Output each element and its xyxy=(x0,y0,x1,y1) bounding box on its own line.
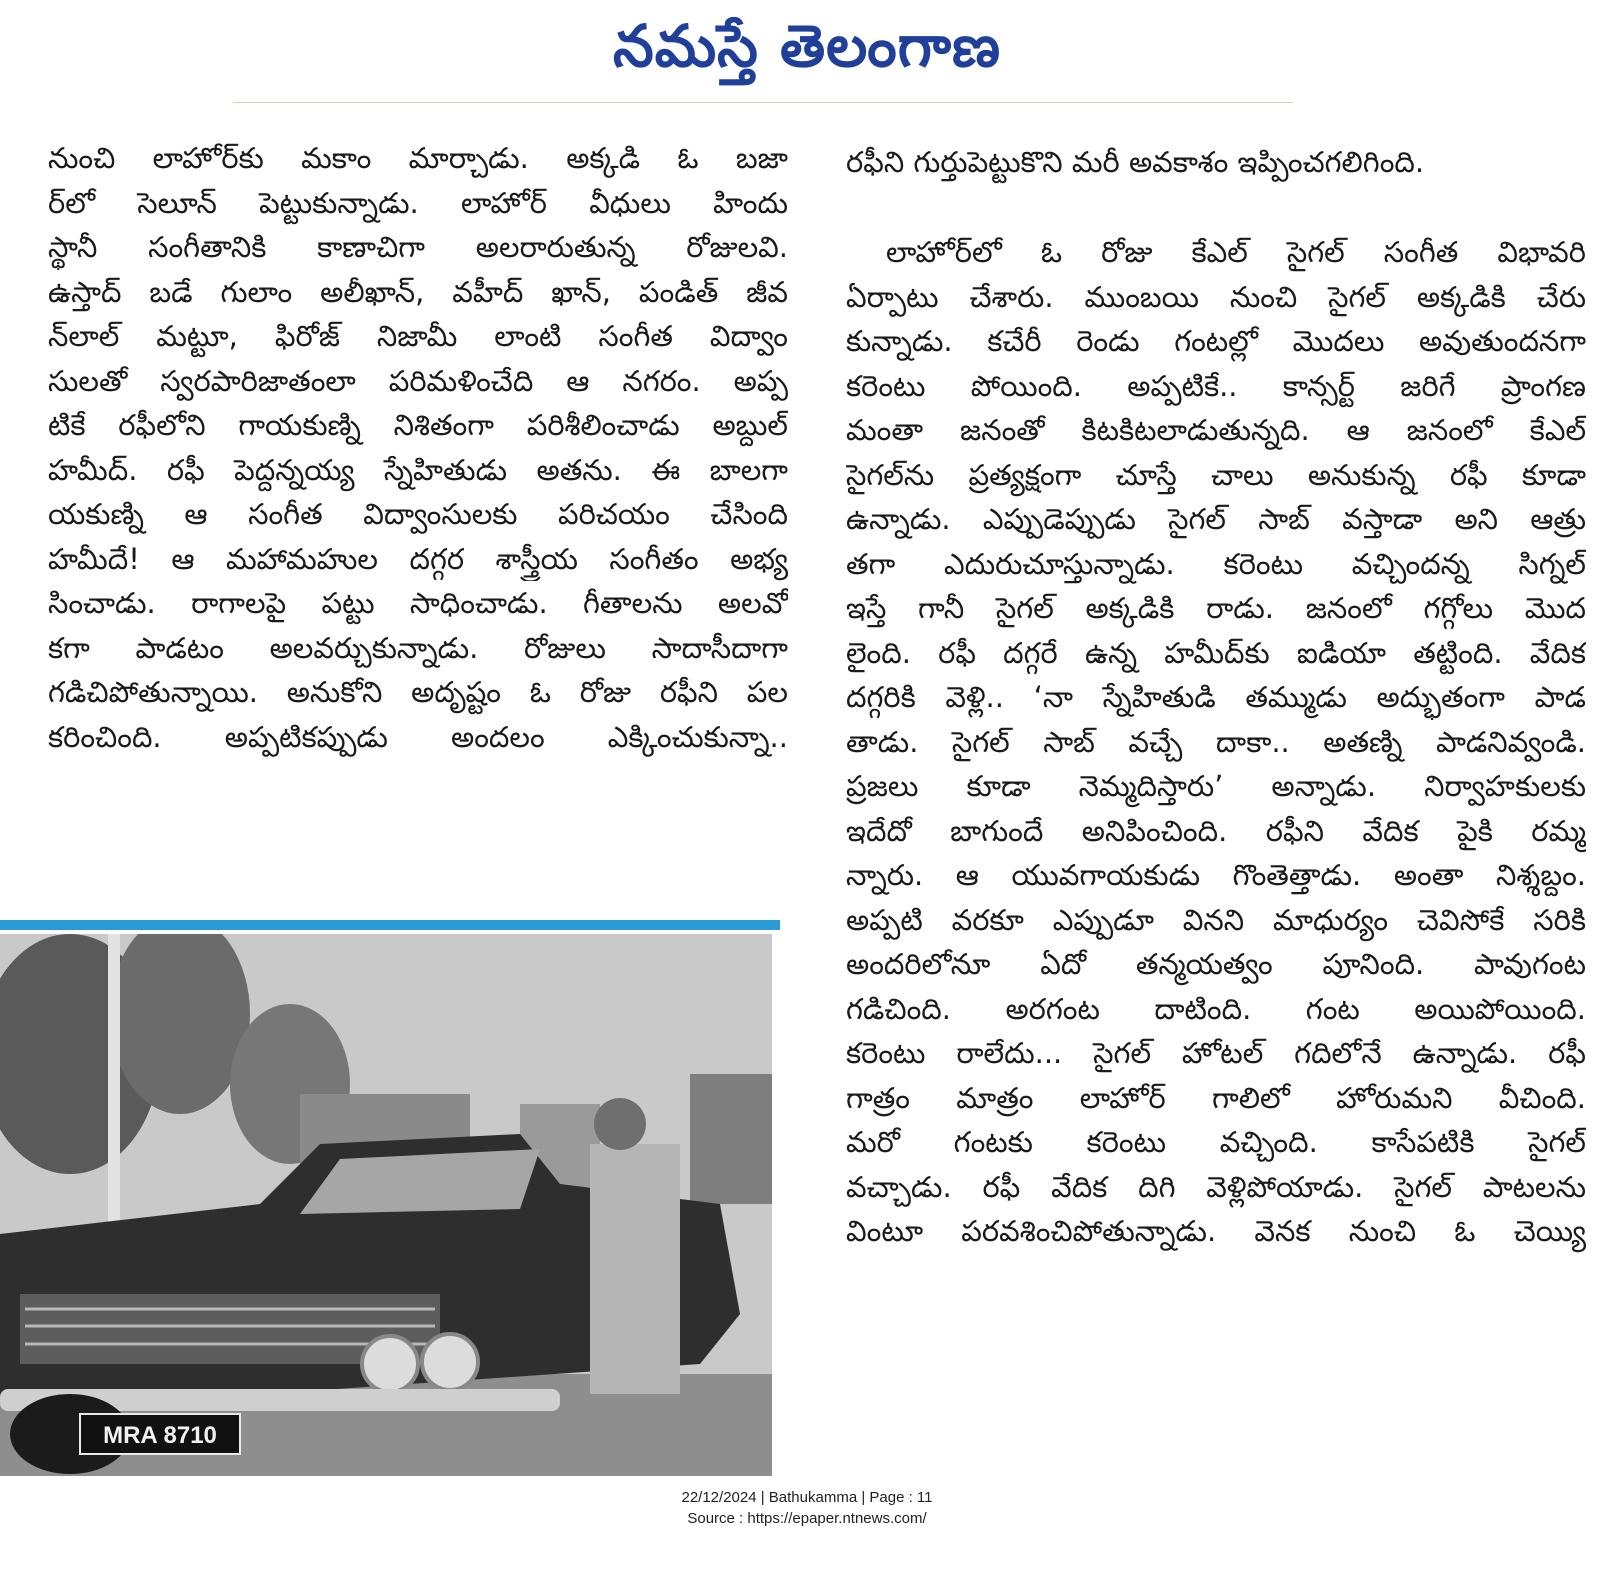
text-line: వింటూ పరవశించిపోతున్నాడు. వెనక నుంచి ఓ చెయ్యి xyxy=(846,1214,1586,1248)
masthead-title: నమస్తే తెలంగాణ xyxy=(613,12,1001,80)
text-line: గాత్రం మాత్రం లాహోర్ గాలిలో హోరుమని వీచింది. xyxy=(846,1080,1586,1115)
text-line: లైంది. రఫీ దగ్గరే ఉన్న హమీద్‌కు ఐడియా తట్టింది. వేదిక xyxy=(846,635,1586,670)
text-line: ప్రజలు కూడా నెమ్మదిస్తారు’ అన్నాడు. నిర్వాహకులకు xyxy=(846,769,1586,803)
text-line: అందరిలోనూ ఏదో తన్మయత్వం పూనింది. పావుగంట xyxy=(846,947,1586,981)
text-line: హమీదే! ఆ మహామహుల దగ్గర శాస్త్రీయ సంగీతం అభ్య xyxy=(48,541,788,576)
text-line: తగా ఎదురుచూస్తున్నాడు. కరెంటు వచ్చిందన్న సిగ్నల్ xyxy=(846,546,1586,581)
text-line: లాహోర్‌లో ఓ రోజు కేఎల్ సైగల్ సంగీత విభావరి xyxy=(886,235,1586,269)
text-line: గడిచింది. అరగంట దాటింది. గంట అయిపోయింది. xyxy=(846,991,1586,1026)
text-line: సైగల్‌ను ప్రత్యక్షంగా చూస్తే చాలు అనుకున్న రఫీ కూడా xyxy=(846,457,1586,492)
text-line: కున్నాడు. కచేరీ రెండు గంటల్లో మొదలు అవుతుందనగా xyxy=(846,324,1586,358)
right-text-column xyxy=(846,230,1586,1254)
text-line: నుంచి లాహోర్‌కు మకాం మార్చాడు. అక్కడి ఓ బజా xyxy=(48,141,788,175)
right-column-top xyxy=(846,140,1586,185)
text-line: హమీద్. రఫీ పెద్దన్నయ్య స్నేహితుడు అతను. ఈ బాలగా xyxy=(48,452,788,487)
footer-source: Source : https://epaper.ntnews.com/ xyxy=(687,1510,927,1527)
text-line: ఇదేదో బాగుందే అనిపించింది. రఫీని వేదిక పైకి రమ్మ xyxy=(846,813,1586,848)
text-line: అప్పటి వరకూ ఎప్పుడూ వినని మాధుర్యం చెవిసోకే సరికి xyxy=(846,902,1586,937)
footer-date-page: 22/12/2024 | Bathukamma | Page : 11 xyxy=(681,1489,933,1506)
text-line: వచ్చాడు. రఫీ వేదిక దిగి వెళ్లిపోయాడు. సైగల్ పాటలను xyxy=(846,1169,1586,1204)
text-line: మంతా జనంతో కిటకిటలాడుతున్నది. ఆ జనంలో కేఎల్ xyxy=(846,413,1586,447)
license-plate-text: MRA 8710 xyxy=(103,1422,217,1449)
photo-accent-bar xyxy=(0,920,780,930)
text-line: ఇస్తే గానీ సైగల్ అక్కడికి రాడు. జనంలో గగ్గోలు మొద xyxy=(846,591,1586,625)
text-line: కగా పాడటం అలవర్చుకున్నాడు. రోజులు సాదాసీదాగా xyxy=(48,630,788,665)
text-line: సించాడు. రాగాలపై పట్టు సాధించాడు. గీతాలను అలవో xyxy=(48,586,788,620)
text-line: ర్‌లో సెలూన్ పెట్టుకున్నాడు. లాహోర్ వీధులు హిందు xyxy=(48,185,788,220)
text-line: ఉన్నాడు. ఎప్పుడెప్పుడు సైగల్ సాబ్ వస్తాడా అని ఆత్రు xyxy=(846,502,1586,536)
text-line: స్థానీ సంగీతానికి కాణాచిగా అలరారుతున్న రోజులవి. xyxy=(48,230,788,264)
text-line: న్‌లాల్ మట్టూ, ఫిరోజ్ నిజామీ లాంటి సంగీత విద్వాం xyxy=(48,319,788,353)
text-line: ఉస్తాద్ బడే గులాం అలీఖాన్, వహీద్ ఖాన్, పండిత్ జీవ xyxy=(48,274,788,309)
text-line: సులతో స్వరపారిజాతంలా పరిమళించేది ఆ నగరం. అప్ప xyxy=(48,363,788,398)
text-line: దగ్గరికి వెళ్లి.. ‘నా స్నేహితుడి తమ్ముడు అద్భుతంగా పాడ xyxy=(846,680,1586,714)
photo-illustration xyxy=(0,934,772,1476)
text-line: టికే రఫీలోని గాయకుణ్ని నిశితంగా పరిశీలించాడు అబ్దుల్ xyxy=(48,408,788,442)
text-line: గడిచిపోతున్నాయి. అనుకోని అదృష్టం ఓ రోజు రఫీని పల xyxy=(48,675,788,709)
left-text-column xyxy=(48,136,788,759)
text-line: కరెంటు రాలేదు... సైగల్ హోటల్ గదిలోనే ఉన్నాడు. రఫీ xyxy=(846,1036,1586,1070)
text-line: ఏర్పాటు చేశారు. ముంబయి నుంచి సైగల్ అక్కడికి చేరు xyxy=(846,279,1586,314)
masthead-divider xyxy=(233,102,1293,103)
text-line: కరెంటు పోయింది. అప్పటికే.. కాన్సర్ట్ జరిగే ప్రాంగణ xyxy=(846,368,1586,403)
text-line: రఫీని గుర్తుపెట్టుకొని మరీ అవకాశం ఇప్పించగలిగింది. xyxy=(846,145,1425,179)
photo-rafi-with-car xyxy=(0,934,772,1476)
text-line: యకుణ్ని ఆ సంగీత విద్వాంసులకు పరిచయం చేసింది xyxy=(48,497,788,531)
text-line: మరో గంటకు కరెంటు వచ్చింది. కాసేపటికి సైగల్ xyxy=(846,1125,1586,1159)
text-line: న్నారు. ఆ యువగాయకుడు గొంతెత్తాడు. అంతా నిశ్శబ్దం. xyxy=(846,858,1586,892)
text-line: కరించింది. అప్పటికప్పుడు అందలం ఎక్కించుకున్నా.. xyxy=(48,719,788,754)
text-line: తాడు. సైగల్ సాబ్ వచ్చే దాకా.. అతణ్ని పాడనివ్వండి. xyxy=(846,724,1586,759)
